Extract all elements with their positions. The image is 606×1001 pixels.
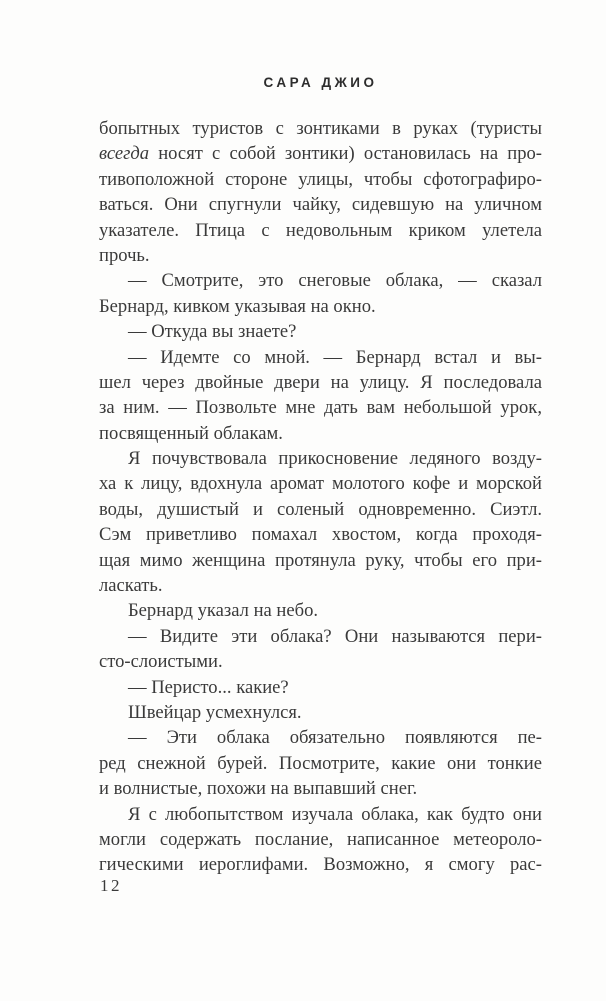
- text-line: [99, 192, 542, 217]
- text-segment: ласкать.: [99, 575, 163, 597]
- text-line: [99, 675, 542, 700]
- text-segment: — Откуда вы знаете?: [128, 321, 297, 343]
- text-segment: посвященный облакам.: [99, 422, 283, 444]
- text-line: [99, 700, 542, 725]
- text-line: [99, 141, 542, 166]
- text-segment: прочь.: [99, 244, 150, 266]
- text-segment: носят с собой зонтики) остановилась на про-: [149, 143, 542, 165]
- text-segment: сто-слоистыми.: [99, 651, 223, 673]
- running-header: САРА ДЖИО: [263, 75, 378, 90]
- text-line: [99, 827, 542, 852]
- text-segment: за ним. — Позвольте мне дать вам небольшой урок,: [99, 397, 542, 419]
- text-line: [99, 167, 542, 192]
- text-segment: ваться. Они спугнули чайку, сидевшую на уличном: [99, 194, 542, 216]
- text-line: [99, 649, 542, 674]
- text-line: [99, 268, 542, 293]
- text-line: [99, 522, 542, 547]
- text-line: [99, 370, 542, 395]
- text-segment: ха к лицу, вдохнула аромат молотого кофе и морской: [99, 473, 542, 495]
- text-segment: Я почувствовала прикосновение ледяного возду-: [128, 448, 542, 470]
- text-segment: гическими иероглифами. Возможно, я смогу рас-: [99, 854, 542, 876]
- text-segment: щая мимо женщина протянула руку, чтобы его при-: [99, 549, 542, 571]
- text-line: [99, 471, 542, 496]
- text-segment: — Перисто... какие?: [128, 676, 289, 698]
- text-segment: Я с любопытством изучала облака, как будто они: [128, 803, 542, 825]
- text-segment: бопытных туристов с зонтиками в руках (туристы: [99, 118, 542, 139]
- text-line: [99, 319, 542, 344]
- text-segment: Бернард указал на небо.: [128, 600, 319, 622]
- text-line: [99, 573, 542, 598]
- text-segment: указателе. Птица с недовольным криком улетела: [99, 219, 542, 241]
- text-line: [99, 497, 542, 522]
- text-segment: — Смотрите, это снеговые облака, — сказал: [128, 270, 542, 292]
- text-line: [99, 446, 542, 471]
- text-line: [99, 421, 542, 446]
- text-line: [99, 598, 542, 623]
- page-text: [99, 116, 542, 878]
- text-segment: Бернард, кивком указывая на окно.: [99, 295, 376, 317]
- text-line: [99, 776, 542, 801]
- text-line: [99, 624, 542, 649]
- text-segment: и волнистые, похожи на выпавший снег.: [99, 778, 418, 800]
- text-line: [99, 725, 542, 750]
- text-line: [99, 218, 542, 243]
- text-line: [99, 802, 542, 827]
- text-line: [99, 294, 542, 319]
- text-segment: тивоположной стороне улицы, чтобы сфотографиро-: [99, 168, 542, 190]
- text-segment: Сэм приветливо помахал хвостом, когда проходя-: [99, 524, 542, 546]
- text-segment: Швейцар усмехнулся.: [128, 701, 302, 723]
- text-segment: шел через двойные двери на улицу. Я последовала: [99, 371, 542, 393]
- text-segment: — Идемте со мной. — Бернард встал и вы-: [128, 346, 542, 368]
- text-line: [99, 395, 542, 420]
- text-line: [99, 116, 542, 141]
- text-line: [99, 345, 542, 370]
- text-segment: могли содержать послание, написанное метеороло-: [99, 828, 542, 850]
- text-line: [99, 852, 542, 877]
- page-number: 12: [100, 876, 122, 895]
- italic-text: всегда: [99, 143, 150, 165]
- text-segment: ред снежной бурей. Посмотрите, какие они тонкие: [99, 752, 542, 774]
- text-line: [99, 548, 542, 573]
- text-segment: — Видите эти облака? Они называются пери-: [128, 625, 542, 647]
- text-segment: — Эти облака обязательно появляются пе-: [128, 727, 542, 749]
- text-segment: воды, душистый и соленый одновременно. Сиэтл.: [99, 498, 542, 520]
- text-line: [99, 751, 542, 776]
- text-line: [99, 243, 542, 268]
